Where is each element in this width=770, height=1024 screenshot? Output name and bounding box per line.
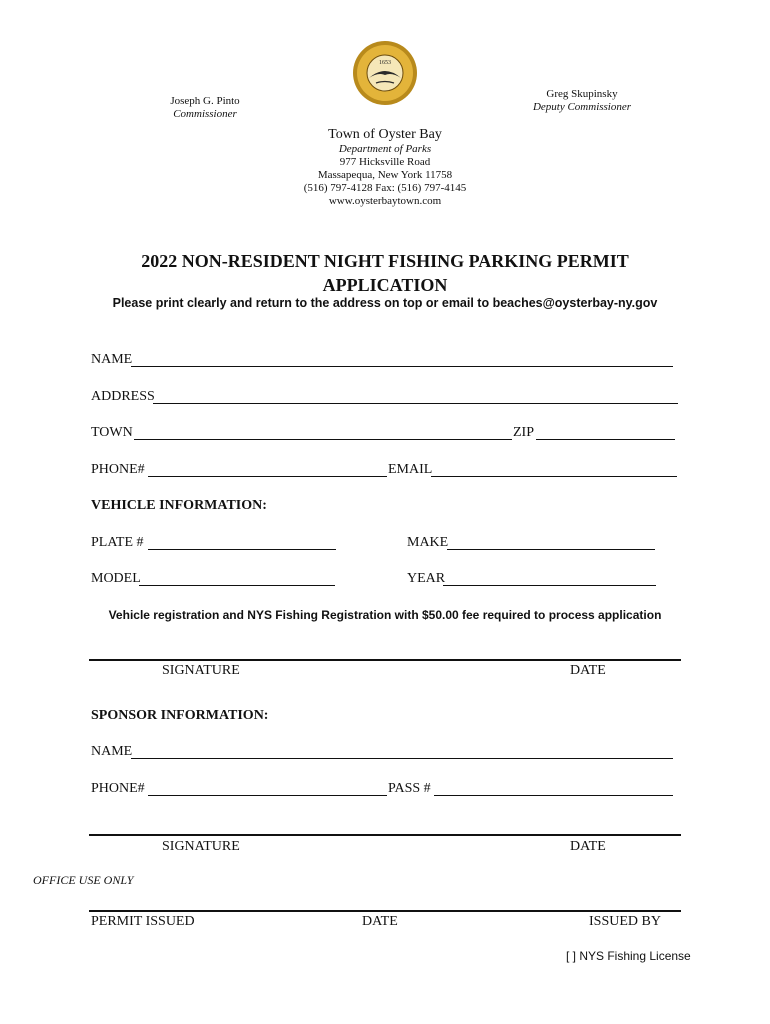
nys-fishing-license-checkbox[interactable]: [ ] NYS Fishing License: [566, 949, 691, 963]
applicant-town-label: TOWN: [91, 425, 133, 440]
applicant-name-label: NAME: [91, 352, 133, 367]
office-use-label: OFFICE USE ONLY: [33, 873, 134, 887]
office-line: [89, 910, 681, 912]
street-address: 977 Hicksville Road: [339, 156, 431, 168]
permit-issued-label: PERMIT ISSUED: [91, 914, 195, 929]
commissioner-block: [150, 95, 260, 121]
applicant-name-field[interactable]: [131, 366, 673, 367]
form-instructions: Please print clearly and return to the address on top or email to beaches@oysterbay-ny.gov: [112, 296, 658, 310]
make-field[interactable]: [447, 549, 655, 550]
applicant-zip-field[interactable]: [536, 439, 675, 440]
sponsor-signature-label: SIGNATURE: [162, 839, 240, 854]
deputy-title: Deputy Commissioner: [532, 101, 632, 113]
department-name: Department of Parks: [338, 143, 432, 155]
commissioner-title: Commissioner: [173, 108, 237, 120]
applicant-email-field[interactable]: [431, 476, 677, 477]
plate-field[interactable]: [148, 549, 336, 550]
sponsor-phone-label: PHONE#: [91, 781, 145, 796]
phone-fax: (516) 797-4128 Fax: (516) 797-4145: [303, 182, 467, 194]
vehicle-signature-line[interactable]: [89, 659, 681, 661]
sponsor-pass-label: PASS #: [388, 781, 431, 796]
applicant-email-label: EMAIL: [388, 462, 433, 477]
vehicle-date-label: DATE: [570, 663, 606, 678]
applicant-town-field[interactable]: [134, 439, 512, 440]
sponsor-name-field[interactable]: [131, 758, 673, 759]
website: www.oysterbaytown.com: [328, 195, 442, 207]
make-label: MAKE: [407, 535, 449, 550]
year-label: YEAR: [407, 571, 446, 586]
form-title-line2: APPLICATION: [322, 275, 448, 295]
sponsor-date-label: DATE: [570, 839, 606, 854]
applicant-phone-label: PHONE#: [91, 462, 145, 477]
svg-text:1653: 1653: [379, 60, 391, 66]
letterhead: [250, 126, 520, 208]
plate-label: PLATE #: [91, 535, 144, 550]
org-name: Town of Oyster Bay: [328, 127, 442, 142]
fee-requirement-note: Vehicle registration and NYS Fishing Registration with $50.00 fee required to process application: [108, 608, 662, 622]
vehicle-section-heading: VEHICLE INFORMATION:: [91, 498, 267, 513]
form-title-line1: 2022 NON-RESIDENT NIGHT FISHING PARKING PERMIT: [141, 251, 629, 271]
sponsor-section-heading: SPONSOR INFORMATION:: [91, 708, 269, 723]
model-field[interactable]: [139, 585, 335, 586]
issued-by-label: ISSUED BY: [589, 914, 661, 929]
applicant-address-field[interactable]: [153, 403, 678, 404]
applicant-address-label: ADDRESS: [91, 389, 155, 404]
town-seal-logo: [352, 40, 418, 106]
year-field[interactable]: [443, 585, 656, 586]
commissioner-name: Joseph G. Pinto: [170, 95, 240, 107]
sponsor-phone-field[interactable]: [148, 795, 387, 796]
deputy-block: [522, 88, 642, 114]
sponsor-pass-field[interactable]: [434, 795, 673, 796]
office-date-label: DATE: [362, 914, 398, 929]
city-address: Massapequa, New York 11758: [317, 169, 453, 181]
vehicle-signature-label: SIGNATURE: [162, 663, 240, 678]
applicant-zip-label: ZIP: [513, 425, 534, 440]
sponsor-signature-line[interactable]: [89, 834, 681, 836]
applicant-phone-field[interactable]: [148, 476, 387, 477]
sponsor-name-label: NAME: [91, 744, 133, 759]
model-label: MODEL: [91, 571, 141, 586]
deputy-name: Greg Skupinsky: [546, 88, 618, 100]
